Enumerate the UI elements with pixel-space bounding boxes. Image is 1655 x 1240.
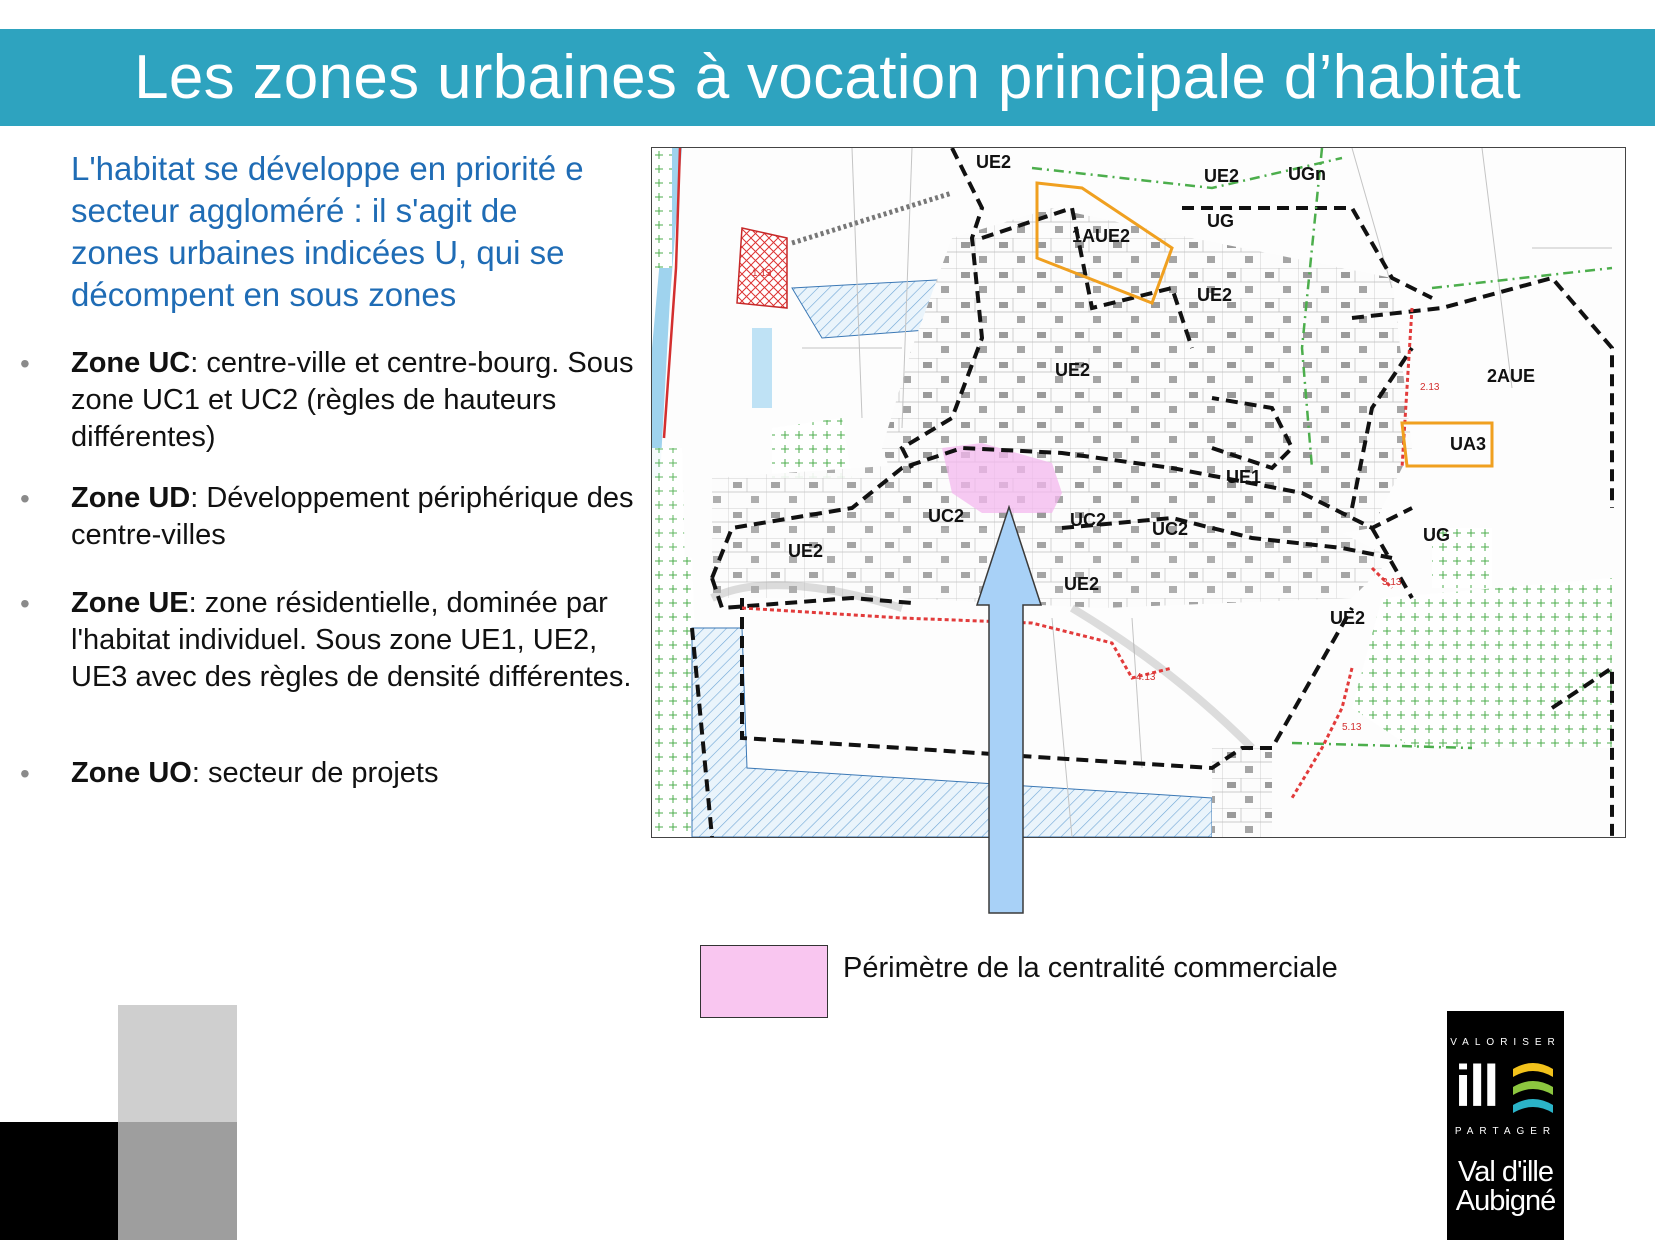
map-label: UE2 — [976, 152, 1012, 172]
logo-ille: ill — [1455, 1054, 1498, 1119]
decor-square-light — [118, 1005, 237, 1122]
zoning-map — [651, 147, 1626, 838]
bullet-icon: • — [20, 588, 30, 619]
decor-square-black — [0, 1122, 118, 1240]
zone-description: : Développement périphérique des centre-villes — [71, 482, 634, 551]
bullet-icon: • — [20, 758, 30, 789]
map-label: UC2 — [928, 506, 965, 526]
map-label: UC2 — [1152, 519, 1189, 539]
logo-name-line1: Val d'ille — [1458, 1156, 1553, 1188]
map-label: UG — [1423, 525, 1450, 545]
title-bar — [0, 29, 1655, 126]
bullet-icon: • — [20, 483, 30, 514]
zone-item-uo — [20, 755, 660, 792]
logo — [1447, 1011, 1564, 1240]
zone-item-uc — [20, 345, 660, 480]
map-label: UE2 — [788, 541, 824, 561]
zone-description: : secteur de projets — [191, 757, 439, 789]
legend-label: Périmètre de la centralité commerciale — [843, 952, 1338, 984]
map-label: UC2 — [1070, 510, 1107, 530]
logo-tagline-top: VALORISER — [1450, 1037, 1561, 1048]
zone-name: Zone UE — [71, 587, 189, 619]
map-label: 1AUE2 — [1072, 226, 1131, 246]
zone-name: Zone UD — [71, 482, 191, 514]
map-code: 1.13 — [752, 268, 772, 279]
map-code: 2.13 — [1420, 382, 1440, 393]
map-label: UG — [1207, 211, 1234, 231]
logo-tagline-bottom: PARTAGER — [1454, 1126, 1557, 1137]
map-code: 4.13 — [1136, 672, 1156, 683]
pointer-arrow-icon — [975, 505, 1043, 915]
zone-item-ue — [20, 585, 660, 755]
map-label: UGn — [1288, 164, 1326, 184]
zone-item-ud — [20, 480, 660, 585]
legend-swatch — [700, 945, 828, 1018]
logo-name-line2: Aubigné — [1455, 1185, 1556, 1217]
page-title: Les zones urbaines à vocation principale d’habitat — [134, 43, 1521, 112]
map-label: UE2 — [1197, 285, 1233, 305]
zone-description: : centre-ville et centre-bourg. Sous zone UC1 et UC2 (règles de hauteurs différentes) — [71, 347, 634, 453]
map-label: UE1 — [1226, 467, 1262, 487]
zone-name: Zone UO — [71, 757, 192, 789]
zone-description: : zone résidentielle, dominée par l'habitat individuel. Sous zone UE1, UE2, UE3 avec des règles de densité différentes. — [71, 587, 632, 693]
zone-name: Zone UC — [71, 347, 191, 379]
map-label: UE2 — [1330, 608, 1366, 628]
bullet-icon: • — [20, 348, 30, 379]
map-label: 2AUE — [1487, 366, 1536, 386]
map-label: UA3 — [1450, 434, 1487, 454]
logo-waves-icon — [1511, 1059, 1555, 1119]
decor-square-gray — [118, 1122, 237, 1240]
map-label: UE2 — [1064, 574, 1100, 594]
map-code: 3.13 — [1382, 577, 1402, 588]
map-label: UE2 — [1055, 360, 1091, 380]
map-label: UE2 — [1204, 166, 1240, 186]
map-code: 5.13 — [1342, 722, 1362, 733]
intro-text: L'habitat se développe en priorité e secteur aggloméré : il s'agit de zones urbaines indicées U, qui se décompent en sous zones — [71, 150, 584, 313]
zone-list — [20, 345, 660, 792]
